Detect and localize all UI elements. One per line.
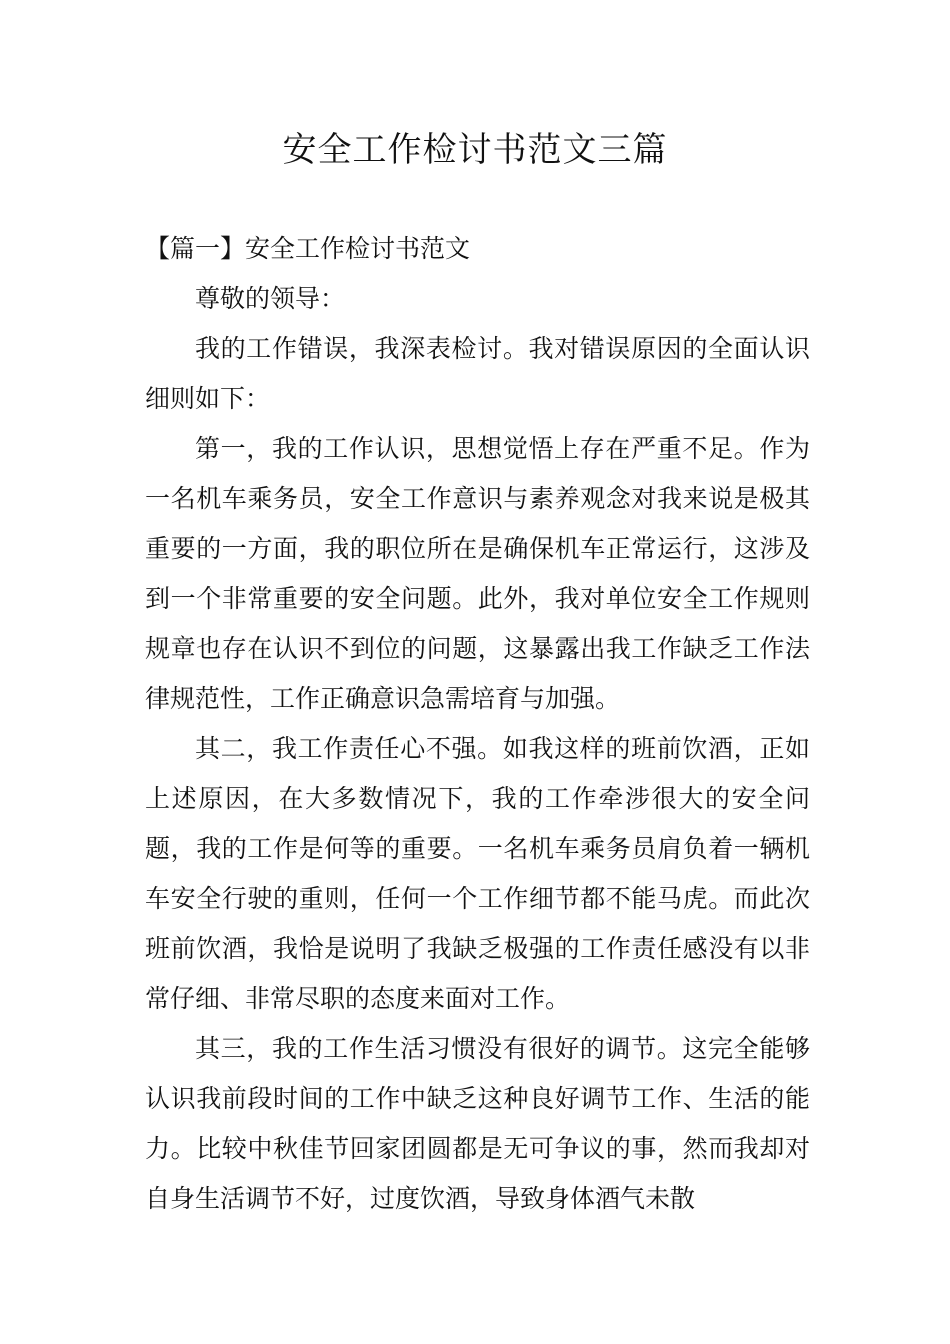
paragraph-first-point: 第一，我的工作认识，思想觉悟上存在严重不足。作为一名机车乘务员，安全工作意识与素养观念对我来说是极其重要的一方面，我的职位所在是确保机车正常运行，这涉及到一个非常重要的安全问题。此外，我对单位安全工作规则规章也存在认识不到位的问题，这暴露出我工作缺乏工作法律规范性，工作正确意识急需培育与加强。: [145, 434, 810, 713]
document-body: [145, 224, 810, 1224]
section-heading: 【篇一】安全工作检讨书范文: [145, 234, 471, 263]
paragraph-intro: 我的工作错误，我深表检讨。我对错误原因的全面认识细则如下：: [145, 334, 810, 413]
paragraph-second-point: 其二，我工作责任心不强。如我这样的班前饮酒，正如上述原因，在大多数情况下，我的工作牵涉很大的安全问题，我的工作是何等的重要。一名机车乘务员肩负着一辆机车安全行驶的重则，任何一个工作细节都不能马虎。而此次班前饮酒，我恰是说明了我缺乏极强的工作责任感没有以非常仔细、非常尽职的态度来面对工作。: [145, 734, 810, 1013]
document-title: 安全工作检讨书范文三篇: [282, 130, 668, 170]
salutation: 尊敬的领导：: [195, 284, 346, 313]
paragraph-third-point: 其三，我的工作生活习惯没有很好的调节。这完全能够认识我前段时间的工作中缺乏这种良好调节工作、生活的能力。比较中秋佳节回家团圆都是无可争议的事，然而我却对自身生活调节不好，过度饮酒，导致身体酒气未散: [145, 1034, 810, 1213]
